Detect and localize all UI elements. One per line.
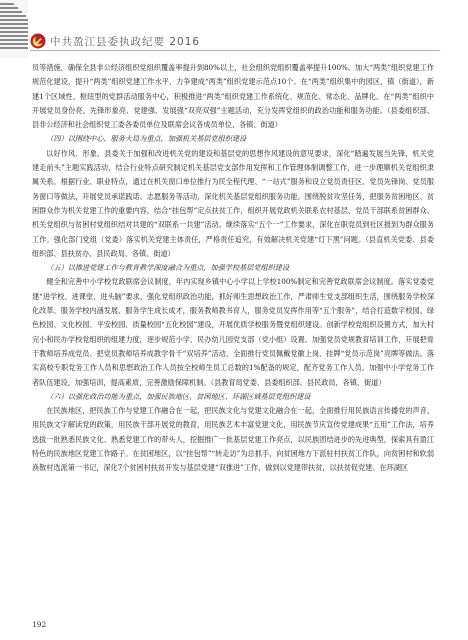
- page-number: 192: [32, 620, 47, 629]
- body-paragraph: 在民族地区，把民族工作与党建工作融合在一起，把民族文化与党建文化融合在一起，全面推行用民族语言传播党的声音，用民族文字解读党的政策，用民族干部开展党的教育，用民族艺术丰富党建文化，用民族节庆宣传党建成果“五用”工作法，培养选拔一批熟悉民族文化、熟悉党建工作的带头人，挖掘推广一批基层党建工作亮点，以民族团结进步的先进典型，探索具有盈江特色的民族地区党建工作路子。在贫困地区，以“挂包帮”“转走访”为总抓手，向贫困地方下派驻村扶贫工作队，向贫困村和软弱涣散村选派第一书记，深化7个贫困村扶贫开发与基层党建“双推进”工作，做到以党建带扶贫，以扶贫促党建。在环湖区: [32, 406, 434, 473]
- body-paragraph: 以好作风、形象、县委关于加强和改进机关党的建设和基层党的思想作风建设的意见要求，深化“踏遍发展当先锋，机关党建走前头”主题实践活动，结合行业特点研究制定机关基层党支部作用发挥和工作管理体制调整工作，进一步理顺机关党组织隶属关系。根据行业、职业特点，通过在机关窗口单位推行为民全程代理、“一站式”服务和设立党员责任区、党员先锋岗、党员服务窗口等做法，开展党员承诺践诺、志愿服务等活动，深化机关基层党组织服务功能。围绕脱贫攻坚任务，把服务贫困地区、贫困群众作为机关党建工作的重要内容，结合“挂包帮”定点扶贫工作，组织开展党政机关联系农村基层、党员干部联系贫困群众、机关党组织与贫困村党组织结对共建的“双联系一共建”活动。继续落实“五个一”工作要求，深化在职党员到社区报到为群众服务工作。强化部门党组（党委）落实机关党建主体责任，严格责任追究，有效解决机关党建“灯下黑”问题。（县直机关党委、县委组织部、县扶贫办、县民政局、各镇、街道）: [32, 148, 434, 258]
- body-paragraph: 员等措施，确保全县非公经济组织党组织覆盖率提升到80%以上，社会组织党组织覆盖率提升100%。加大“两类”组织党建工作规范化建设，提升“两类”组织党建工作水平，力争建成“两类”组织党建示范点10个。在“两类”组织集中的园区、镇（街道），新建1个区域性、枢纽型的党群活动服务中心，积极推进“两类”组织党建工作系统化、规范化、常态化、品牌化。在“两类”组织中开展党员身份亮、先锋形象亮、党建强、发展强“双亮双强”主题活动，充分发挥党组织的政治功能和服务功能。（县委组织部、县非公经济和社会组织党工委各委员单位及联席会议各成员单位、各镇、街道）: [32, 63, 434, 130]
- party-emblem-icon: [30, 33, 46, 49]
- section-subheading: （四）以围绕中心、服务大局为重点，加强机关基层党组织建设: [46, 134, 247, 144]
- header-stripes: [0, 0, 28, 58]
- section-subheading: （五）以推进党建工作与教育教学深度融合为重点，加强学校基层党组织建设: [46, 263, 290, 273]
- header-title: 中共盈江县委执政纪要 2016: [50, 36, 201, 48]
- document-body: [32, 61, 434, 476]
- section-subheading: （六）以强化政治功能为重点，加强民族地区、贫困地区、环湖区域基层党组织建设: [46, 391, 311, 401]
- page-header: [0, 0, 468, 58]
- body-paragraph: 健全和完善中小学校党政联席会议制度，年内实现乡镇中心小学以上学校100%制定和完善党政联席会议制度。落实党委党建“进学校、进课堂、进头脑”要求，强化党组织政治功能，抓好师生思想政治工作，严肃师生党支部组织生活，围绕服务学校深化改革、服务学校内涵发展、服务学生成长成才，服务教师教书育人，服务党员发挥作用等“五个服务”，结合打造数字校园、绿色校园、文化校园、平安校园、质量校园“五化校园”建设，开展优质学校服务暨党组织建设。创新学校党组织设置方式，加大村完小和民办学校党组织的组建力度，逐步规范小学、民办幼儿园党支部（党小组）设置。加强党员党规教育培训工作，开展把骨干教师培养成党员、把党员教师培养成教学骨干“双培养”活动，全面推行党员佩戴党徽上岗、挂牌“党员示范岗”亮牌等做法。落实高校专职党务工作人员和思想政治工作人员按全校师生员工总数的1%配备的规定，配齐党务工作人员。加强中小学党务工作者队伍建设，加强培训，提高素质，完善激励保障机制。（县教育局党委、县委组织部、县民政局，各镇、街道）: [32, 277, 434, 387]
- header-rule: [30, 50, 440, 51]
